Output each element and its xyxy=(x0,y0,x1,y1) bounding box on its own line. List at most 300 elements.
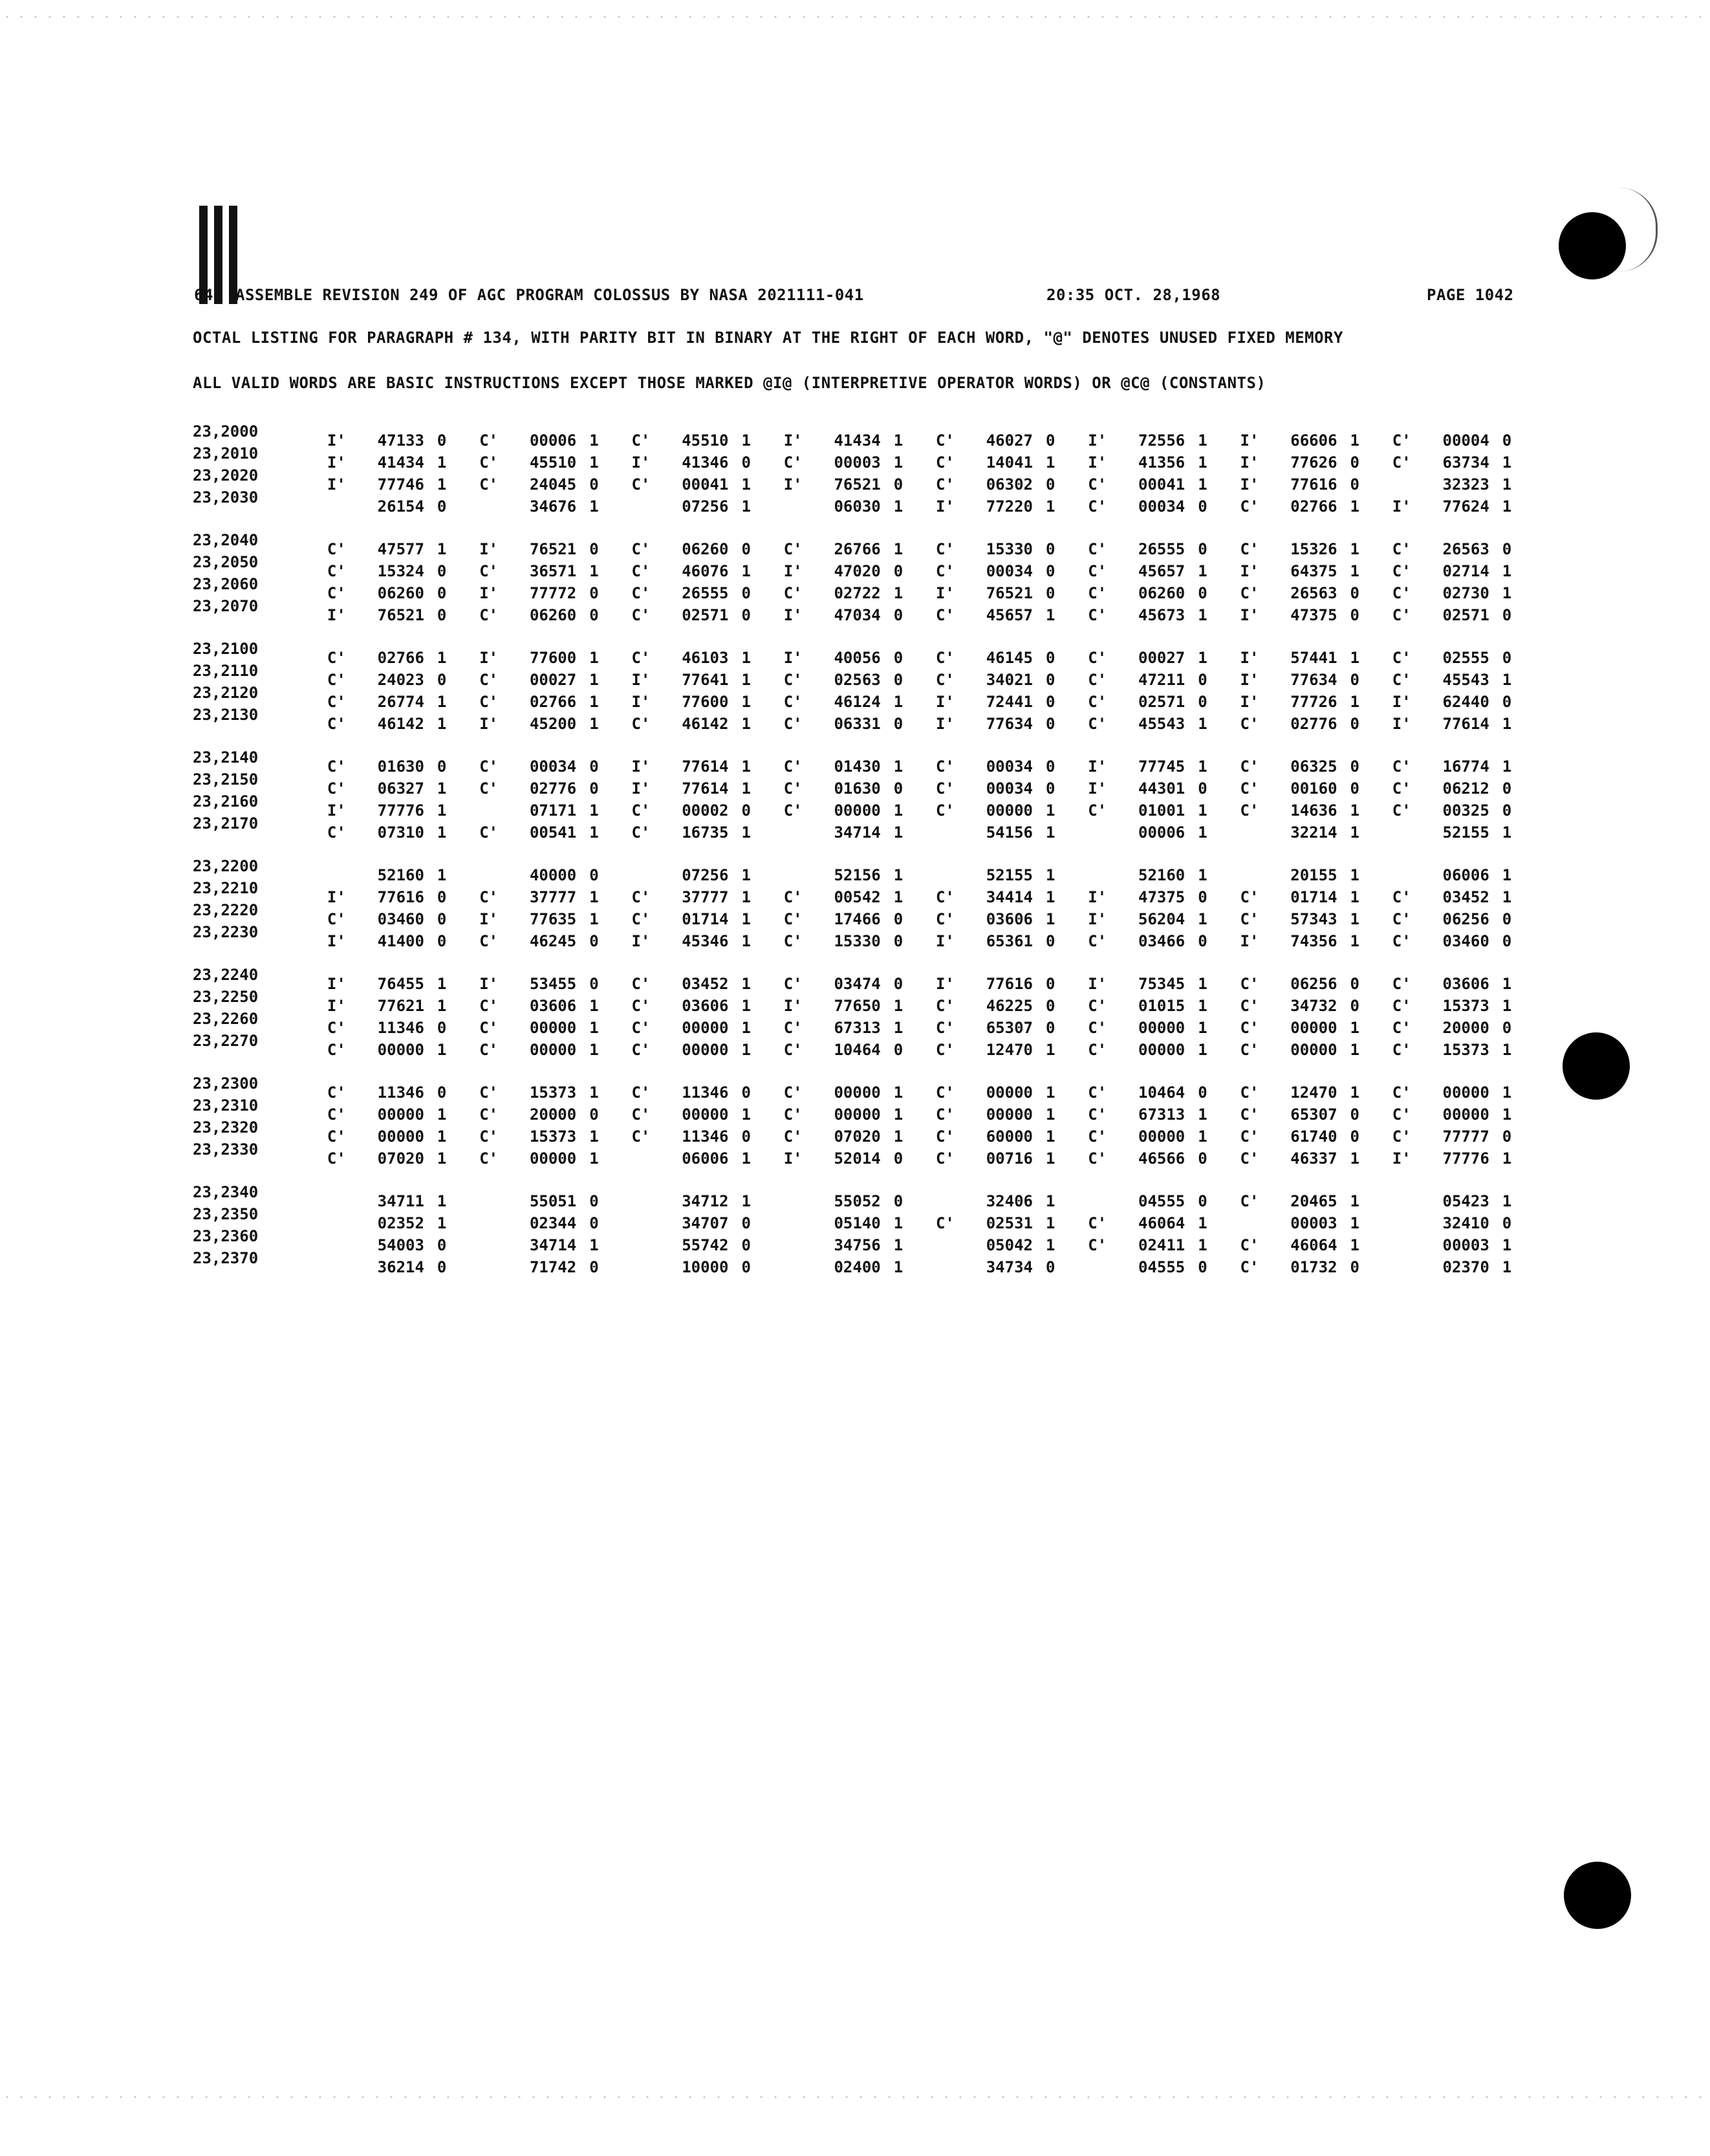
word-type-marker: C' xyxy=(935,649,955,667)
parity-bit: 1 xyxy=(589,1149,599,1168)
word-value: 77635 xyxy=(529,910,577,928)
word-value: 15330 xyxy=(986,540,1033,558)
word-value: 34734 xyxy=(986,1258,1033,1276)
parity-bit: 0 xyxy=(1502,606,1512,624)
parity-bit: 1 xyxy=(1350,649,1359,667)
word-type-marker: C' xyxy=(783,757,803,776)
word-value: 77600 xyxy=(529,649,577,667)
word-type-marker: C' xyxy=(1392,1083,1411,1102)
parity-bit: 1 xyxy=(741,649,751,667)
word-value: 54003 xyxy=(377,1236,424,1254)
word-value: 00000 xyxy=(377,1105,424,1124)
parity-bit: 1 xyxy=(1198,866,1207,884)
word-value: 01714 xyxy=(682,910,729,928)
parity-bit: 0 xyxy=(741,1083,751,1102)
word-value: 02411 xyxy=(1138,1236,1185,1254)
word-value: 77624 xyxy=(1442,497,1489,516)
row-group xyxy=(193,746,1525,842)
parity-bit: 0 xyxy=(1350,1258,1359,1276)
word-value: 02531 xyxy=(986,1214,1033,1232)
parity-bit: 0 xyxy=(1350,975,1359,993)
parity-bit: 1 xyxy=(1350,693,1359,711)
word-value: 06325 xyxy=(1290,757,1337,776)
row-address: 23,2060 xyxy=(193,575,259,593)
word-value: 41434 xyxy=(834,431,881,450)
row-address: 23,2330 xyxy=(193,1140,259,1159)
parity-bit: 0 xyxy=(741,584,751,602)
word-type-marker: C' xyxy=(1392,453,1411,472)
word-value: 07310 xyxy=(377,823,424,842)
word-type-marker: C' xyxy=(1088,1105,1107,1124)
word-type-marker: C' xyxy=(1088,562,1107,580)
parity-bit: 0 xyxy=(1198,540,1207,558)
parity-bit: 1 xyxy=(589,453,599,472)
word-type-marker: C' xyxy=(631,975,651,993)
word-value: 00000 xyxy=(529,1041,577,1059)
word-value: 15373 xyxy=(1442,1041,1489,1059)
word-value: 20465 xyxy=(1290,1192,1337,1210)
parity-bit: 1 xyxy=(589,1236,599,1254)
parity-bit: 1 xyxy=(1045,910,1055,928)
parity-bit: 0 xyxy=(437,757,447,776)
word-value: 03474 xyxy=(834,975,881,993)
word-type-marker: C' xyxy=(1392,779,1411,798)
parity-bit: 0 xyxy=(893,606,904,624)
parity-bit: 0 xyxy=(1198,779,1207,798)
word-value: 77772 xyxy=(529,584,577,602)
word-type-marker: C' xyxy=(1240,1105,1259,1124)
parity-bit: 0 xyxy=(1350,757,1359,776)
word-value: 77726 xyxy=(1290,693,1337,711)
word-value: 45543 xyxy=(1138,715,1185,733)
binder-hole-middle xyxy=(1563,1032,1630,1100)
parity-bit: 1 xyxy=(741,888,751,906)
word-type-marker: C' xyxy=(783,801,803,820)
word-value: 52156 xyxy=(834,866,881,884)
parity-bit: 0 xyxy=(1350,997,1359,1015)
parity-bit: 0 xyxy=(1502,431,1512,450)
parity-bit: 1 xyxy=(1502,1041,1512,1059)
word-type-marker: I' xyxy=(1240,562,1259,580)
parity-bit: 1 xyxy=(1502,975,1512,993)
word-value: 40056 xyxy=(834,649,881,667)
parity-bit: 1 xyxy=(1502,584,1512,602)
word-type-marker: C' xyxy=(479,823,499,842)
word-value: 17466 xyxy=(834,910,881,928)
word-type-marker: C' xyxy=(1392,562,1411,580)
word-type-marker: C' xyxy=(1088,606,1107,624)
word-value: 15326 xyxy=(1290,540,1337,558)
row-address: 23,2030 xyxy=(193,488,259,506)
word-value: 77776 xyxy=(377,801,424,820)
parity-bit: 1 xyxy=(741,562,751,580)
word-value: 01015 xyxy=(1138,997,1185,1015)
word-type-marker: I' xyxy=(631,671,651,689)
word-value: 06030 xyxy=(834,497,881,516)
row-address: 23,2130 xyxy=(193,706,259,724)
parity-bit: 0 xyxy=(589,975,599,993)
word-type-marker: C' xyxy=(1392,584,1411,602)
word-value: 32214 xyxy=(1290,823,1337,842)
word-type-marker: I' xyxy=(479,540,499,558)
word-value: 46064 xyxy=(1290,1236,1337,1254)
parity-bit: 1 xyxy=(589,562,599,580)
parity-bit: 1 xyxy=(893,1019,904,1037)
parity-bit: 0 xyxy=(893,671,904,689)
row-address: 23,2240 xyxy=(193,966,259,984)
word-value: 02714 xyxy=(1442,562,1489,580)
parity-bit: 0 xyxy=(1502,649,1512,667)
word-value: 34712 xyxy=(682,1192,729,1210)
word-type-marker: I' xyxy=(327,431,346,450)
word-value: 26563 xyxy=(1442,540,1489,558)
word-value: 06260 xyxy=(377,584,424,602)
word-type-marker: C' xyxy=(479,562,499,580)
word-value: 14041 xyxy=(986,453,1033,472)
word-type-marker: C' xyxy=(327,823,346,842)
parity-bit: 0 xyxy=(589,779,599,798)
parity-bit: 1 xyxy=(893,1105,904,1124)
word-type-marker: C' xyxy=(935,562,955,580)
word-type-marker: C' xyxy=(1088,932,1107,950)
word-type-marker: I' xyxy=(479,910,499,928)
parity-bit: 1 xyxy=(437,975,447,993)
word-type-marker: C' xyxy=(783,693,803,711)
word-type-marker: C' xyxy=(783,671,803,689)
parity-bit: 0 xyxy=(437,888,447,906)
word-type-marker: C' xyxy=(783,453,803,472)
parity-bit: 1 xyxy=(437,997,447,1015)
word-value: 52155 xyxy=(986,866,1033,884)
word-type-marker: C' xyxy=(1392,932,1411,950)
word-type-marker: C' xyxy=(1392,888,1411,906)
parity-bit: 0 xyxy=(1502,693,1512,711)
word-value: 61740 xyxy=(1290,1127,1337,1146)
word-type-marker: C' xyxy=(935,888,955,906)
row-address: 23,2010 xyxy=(193,444,259,463)
word-value: 00000 xyxy=(377,1041,424,1059)
word-type-marker: C' xyxy=(1088,997,1107,1015)
parity-bit: 1 xyxy=(589,693,599,711)
word-value: 06327 xyxy=(377,779,424,798)
word-value: 00716 xyxy=(986,1149,1033,1168)
word-type-marker: C' xyxy=(631,997,651,1015)
word-value: 32406 xyxy=(986,1192,1033,1210)
word-type-marker: C' xyxy=(783,584,803,602)
word-value: 77614 xyxy=(682,779,729,798)
word-type-marker: C' xyxy=(935,910,955,928)
parity-bit: 0 xyxy=(741,801,751,820)
word-value: 02370 xyxy=(1442,1258,1489,1276)
word-value: 74356 xyxy=(1290,932,1337,950)
listing-row xyxy=(193,1073,1525,1102)
word-value: 03452 xyxy=(682,975,729,993)
word-type-marker: C' xyxy=(479,1019,499,1037)
word-type-marker: I' xyxy=(327,932,346,950)
parity-bit: 1 xyxy=(437,866,447,884)
parity-bit: 1 xyxy=(589,671,599,689)
word-type-marker: C' xyxy=(783,715,803,733)
word-value: 67313 xyxy=(1138,1105,1185,1124)
word-value: 47020 xyxy=(834,562,881,580)
word-type-marker: C' xyxy=(327,1083,346,1102)
word-value: 01630 xyxy=(834,779,881,798)
word-value: 10464 xyxy=(1138,1083,1185,1102)
word-value: 77634 xyxy=(986,715,1033,733)
word-value: 00000 xyxy=(986,801,1033,820)
parity-bit: 0 xyxy=(1198,1258,1207,1276)
word-value: 01714 xyxy=(1290,888,1337,906)
word-value: 72556 xyxy=(1138,431,1185,450)
parity-bit: 0 xyxy=(893,975,904,993)
word-value: 46064 xyxy=(1138,1214,1185,1232)
parity-bit: 1 xyxy=(1502,1192,1512,1210)
word-type-marker: C' xyxy=(783,779,803,798)
word-type-marker: C' xyxy=(783,1019,803,1037)
word-value: 64375 xyxy=(1290,562,1337,580)
word-value: 47034 xyxy=(834,606,881,624)
word-value: 00034 xyxy=(986,779,1033,798)
parity-bit: 0 xyxy=(1045,757,1055,776)
word-value: 07020 xyxy=(834,1127,881,1146)
parity-bit: 1 xyxy=(1502,453,1512,472)
word-type-marker: C' xyxy=(1240,1192,1259,1210)
word-value: 12470 xyxy=(986,1041,1033,1059)
word-type-marker: C' xyxy=(1088,1083,1107,1102)
word-value: 15330 xyxy=(834,932,881,950)
word-type-marker: C' xyxy=(935,475,955,494)
parity-bit: 1 xyxy=(1350,1041,1359,1059)
word-value: 00000 xyxy=(682,1019,729,1037)
word-value: 03460 xyxy=(1442,932,1489,950)
word-type-marker: I' xyxy=(1240,932,1259,950)
word-type-marker: C' xyxy=(935,779,955,798)
row-address: 23,2230 xyxy=(193,923,259,941)
parity-bit: 0 xyxy=(1350,1105,1359,1124)
word-value: 10000 xyxy=(682,1258,729,1276)
word-type-marker: I' xyxy=(631,757,651,776)
word-type-marker: C' xyxy=(479,1041,499,1059)
word-type-marker: I' xyxy=(783,1149,803,1168)
parity-bit: 0 xyxy=(1350,1127,1359,1146)
listing-row xyxy=(193,1181,1525,1210)
word-type-marker: C' xyxy=(1240,757,1259,776)
parity-bit: 0 xyxy=(437,910,447,928)
word-value: 00000 xyxy=(1290,1041,1337,1059)
word-value: 03606 xyxy=(1442,975,1489,993)
word-type-marker: C' xyxy=(783,1105,803,1124)
row-group xyxy=(193,964,1525,1059)
word-value: 47211 xyxy=(1138,671,1185,689)
word-type-marker: C' xyxy=(935,757,955,776)
word-type-marker: C' xyxy=(327,540,346,558)
word-value: 05042 xyxy=(986,1236,1033,1254)
parity-bit: 0 xyxy=(437,562,447,580)
row-address: 23,2200 xyxy=(193,857,259,875)
word-value: 52160 xyxy=(377,866,424,884)
parity-bit: 1 xyxy=(1198,757,1207,776)
word-value: 46142 xyxy=(377,715,424,733)
word-type-marker: C' xyxy=(1392,1019,1411,1037)
parity-bit: 0 xyxy=(1045,431,1055,450)
word-type-marker: C' xyxy=(1392,910,1411,928)
listing-note: ALL VALID WORDS ARE BASIC INSTRUCTIONS EXCEPT THOSE MARKED @I@ (INTERPRETIVE OPERATOR WORDS) OR @C@ (CONSTANTS) xyxy=(193,374,1266,392)
word-value: 00541 xyxy=(529,823,577,842)
word-type-marker: I' xyxy=(783,475,803,494)
listing-subtitle: OCTAL LISTING FOR PARAGRAPH # 134, WITH PARITY BIT IN BINARY AT THE RIGHT OF EACH WORD, "@" DENOTES UNUSED FIXED MEMORY xyxy=(193,329,1343,347)
word-type-marker: C' xyxy=(327,910,346,928)
row-address: 23,2000 xyxy=(193,422,259,441)
parity-bit: 1 xyxy=(1198,801,1207,820)
word-type-marker: C' xyxy=(1240,497,1259,516)
word-type-marker: C' xyxy=(1392,1105,1411,1124)
parity-bit: 1 xyxy=(1198,1041,1207,1059)
word-type-marker: C' xyxy=(479,1105,499,1124)
parity-bit: 1 xyxy=(893,757,904,776)
word-value: 41400 xyxy=(377,932,424,950)
parity-bit: 0 xyxy=(1350,475,1359,494)
row-address: 23,2170 xyxy=(193,814,259,833)
word-type-marker: C' xyxy=(935,1019,955,1037)
parity-bit: 1 xyxy=(741,866,751,884)
word-type-marker: C' xyxy=(935,1041,955,1059)
word-type-marker: C' xyxy=(783,932,803,950)
word-type-marker: C' xyxy=(327,584,346,602)
word-value: 06256 xyxy=(1290,975,1337,993)
parity-bit: 1 xyxy=(437,649,447,667)
row-address: 23,2210 xyxy=(193,879,259,897)
parity-bit: 1 xyxy=(1350,801,1359,820)
parity-bit: 1 xyxy=(741,1105,751,1124)
word-value: 45543 xyxy=(1442,671,1489,689)
parity-bit: 0 xyxy=(589,1192,599,1210)
parity-bit: 1 xyxy=(589,888,599,906)
word-type-marker: I' xyxy=(479,715,499,733)
parity-bit: 1 xyxy=(1198,1127,1207,1146)
row-group xyxy=(193,1073,1525,1168)
parity-bit: 1 xyxy=(437,1149,447,1168)
parity-bit: 1 xyxy=(437,823,447,842)
parity-bit: 1 xyxy=(741,693,751,711)
word-type-marker: C' xyxy=(631,1083,651,1102)
word-value: 46124 xyxy=(834,693,881,711)
word-value: 03466 xyxy=(1138,932,1185,950)
row-address: 23,2320 xyxy=(193,1118,259,1137)
listing-row xyxy=(193,746,1525,776)
listing-row xyxy=(193,420,1525,450)
parity-bit: 1 xyxy=(1502,1236,1512,1254)
word-type-marker: C' xyxy=(327,1019,346,1037)
parity-bit: 1 xyxy=(893,1214,904,1232)
row-address: 23,2270 xyxy=(193,1032,259,1050)
word-value: 02730 xyxy=(1442,584,1489,602)
parity-bit: 1 xyxy=(1350,562,1359,580)
word-value: 77614 xyxy=(1442,715,1489,733)
word-type-marker: C' xyxy=(1240,997,1259,1015)
word-value: 01430 xyxy=(834,757,881,776)
parity-bit: 1 xyxy=(1045,801,1055,820)
parity-bit: 0 xyxy=(589,475,599,494)
word-value: 03606 xyxy=(986,910,1033,928)
word-type-marker: I' xyxy=(631,932,651,950)
word-type-marker: I' xyxy=(1088,779,1107,798)
word-value: 45346 xyxy=(682,932,729,950)
word-value: 02571 xyxy=(1442,606,1489,624)
word-type-marker: I' xyxy=(327,606,346,624)
word-type-marker: C' xyxy=(631,823,651,842)
parity-bit: 1 xyxy=(893,1258,904,1276)
parity-bit: 1 xyxy=(589,910,599,928)
parity-bit: 1 xyxy=(1502,823,1512,842)
parity-bit: 0 xyxy=(437,431,447,450)
word-value: 77777 xyxy=(1442,1127,1489,1146)
word-value: 46566 xyxy=(1138,1149,1185,1168)
word-value: 41346 xyxy=(682,453,729,472)
word-value: 16735 xyxy=(682,823,729,842)
word-value: 46145 xyxy=(986,649,1033,667)
word-type-marker: I' xyxy=(1240,606,1259,624)
parity-bit: 0 xyxy=(893,715,904,733)
parity-bit: 0 xyxy=(1198,584,1207,602)
word-value: 45657 xyxy=(1138,562,1185,580)
row-address: 23,2160 xyxy=(193,792,259,811)
word-value: 44301 xyxy=(1138,779,1185,798)
word-type-marker: C' xyxy=(479,671,499,689)
word-value: 02555 xyxy=(1442,649,1489,667)
word-type-marker: C' xyxy=(327,1041,346,1059)
word-type-marker: C' xyxy=(1240,888,1259,906)
word-type-marker: C' xyxy=(1392,606,1411,624)
word-value: 65361 xyxy=(986,932,1033,950)
word-value: 55051 xyxy=(529,1192,577,1210)
word-type-marker: C' xyxy=(1240,1041,1259,1059)
word-value: 47133 xyxy=(377,431,424,450)
parity-bit: 1 xyxy=(1502,866,1512,884)
parity-bit: 1 xyxy=(1045,1192,1055,1210)
parity-bit: 1 xyxy=(437,453,447,472)
parity-bit: 0 xyxy=(741,1236,751,1254)
parity-bit: 0 xyxy=(1198,497,1207,516)
parity-bit: 1 xyxy=(1198,1214,1207,1232)
word-type-marker: C' xyxy=(935,801,955,820)
word-value: 02563 xyxy=(834,671,881,689)
word-type-marker: C' xyxy=(327,562,346,580)
word-type-marker: I' xyxy=(935,932,955,950)
word-value: 77641 xyxy=(682,671,729,689)
word-type-marker: C' xyxy=(631,801,651,820)
row-address: 23,2350 xyxy=(193,1205,259,1223)
word-value: 00000 xyxy=(682,1105,729,1124)
parity-bit: 0 xyxy=(1198,693,1207,711)
word-value: 00003 xyxy=(834,453,881,472)
parity-bit: 1 xyxy=(1045,823,1055,842)
word-type-marker: C' xyxy=(935,1149,955,1168)
parity-bit: 0 xyxy=(589,1214,599,1232)
parity-bit: 1 xyxy=(741,823,751,842)
word-value: 06260 xyxy=(529,606,577,624)
word-value: 46225 xyxy=(986,997,1033,1015)
parity-bit: 0 xyxy=(589,1105,599,1124)
word-value: 77634 xyxy=(1290,671,1337,689)
word-value: 63734 xyxy=(1442,453,1489,472)
parity-bit: 1 xyxy=(1350,1019,1359,1037)
word-value: 06260 xyxy=(682,540,729,558)
word-value: 77616 xyxy=(1290,475,1337,494)
word-value: 20155 xyxy=(1290,866,1337,884)
word-type-marker: I' xyxy=(783,431,803,450)
word-type-marker: I' xyxy=(327,475,346,494)
word-value: 24045 xyxy=(529,475,577,494)
